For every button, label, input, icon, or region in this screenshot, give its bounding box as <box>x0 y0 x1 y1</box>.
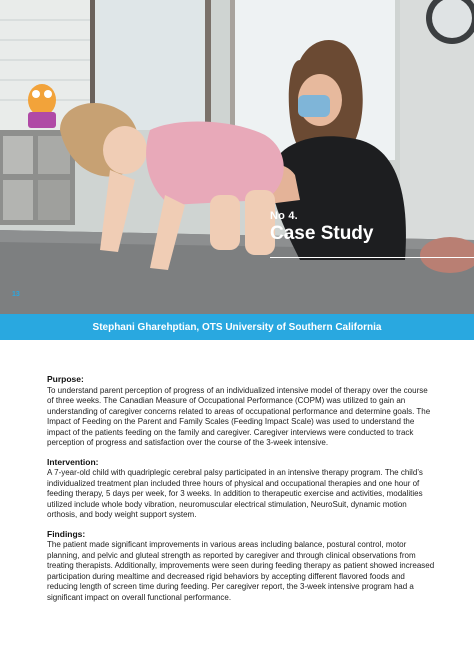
section-findings <box>47 529 435 604</box>
title-divider <box>270 257 474 258</box>
section-intervention <box>47 457 435 521</box>
therapy-session-illustration <box>0 0 474 314</box>
case-number: No 4. <box>270 210 298 222</box>
case-label <box>270 210 373 245</box>
section-heading: Intervention: <box>47 456 99 467</box>
hero-photo <box>0 0 474 314</box>
section-heading: Findings: <box>47 528 86 539</box>
section-body: A 7-year-old child with quadriplegic cerebral palsy participated in an intensive therapy program. The child’s individualized treatment plan included three hours of physical and occupational therapies and one hour of feeding therapy, 5 days per week, for 3 weeks. In addition to therapeutic exercise and activities, modalities utilized include whole body vibration, neuromuscular electrical stimulation, NeuroSuit, dynamic motion orthosis, and body weight support system. <box>47 468 423 519</box>
section-purpose <box>47 374 435 449</box>
page-number: 13 <box>12 291 20 298</box>
author-banner <box>0 314 474 340</box>
section-body: To understand parent perception of progress of an individualized intensive model of therapy over the course of three weeks. The Canadian Measure of Occupational Performance (COPM) was utilized to gain an understanding of caregiver concerns related to areas of occupational performance and determine goals. The Impact of Feeding on the Parent and Family Scales (Feeding Impact Scale) was used to understand the impact of the patients feeding on the family and caregiver. Caregiver interviews were conducted to track perception of progress and satisfaction over the course of the 3-week intensive. <box>47 385 431 447</box>
author-name: Stephani Gharehptian, OTS University of Southern California <box>92 321 382 333</box>
case-title: Case Study <box>270 223 374 244</box>
section-heading: Purpose: <box>47 374 84 384</box>
section-body: The patient made significant improvements in various areas including balance, postural control, motor planning, and pelvic and gluteal strength as reported by caregiver and through clinical observations from treating therapists. Additionally, improvements were seen during feeding therapy as patient showed increased participation during mealtime and decreased rigid behaviors by accepting different flavored foods and reducing length of screen time during feeding. Per caregiver report, the 3-week intensive program had a significant impact on overall functional performance. <box>47 540 435 602</box>
case-content <box>47 374 435 611</box>
